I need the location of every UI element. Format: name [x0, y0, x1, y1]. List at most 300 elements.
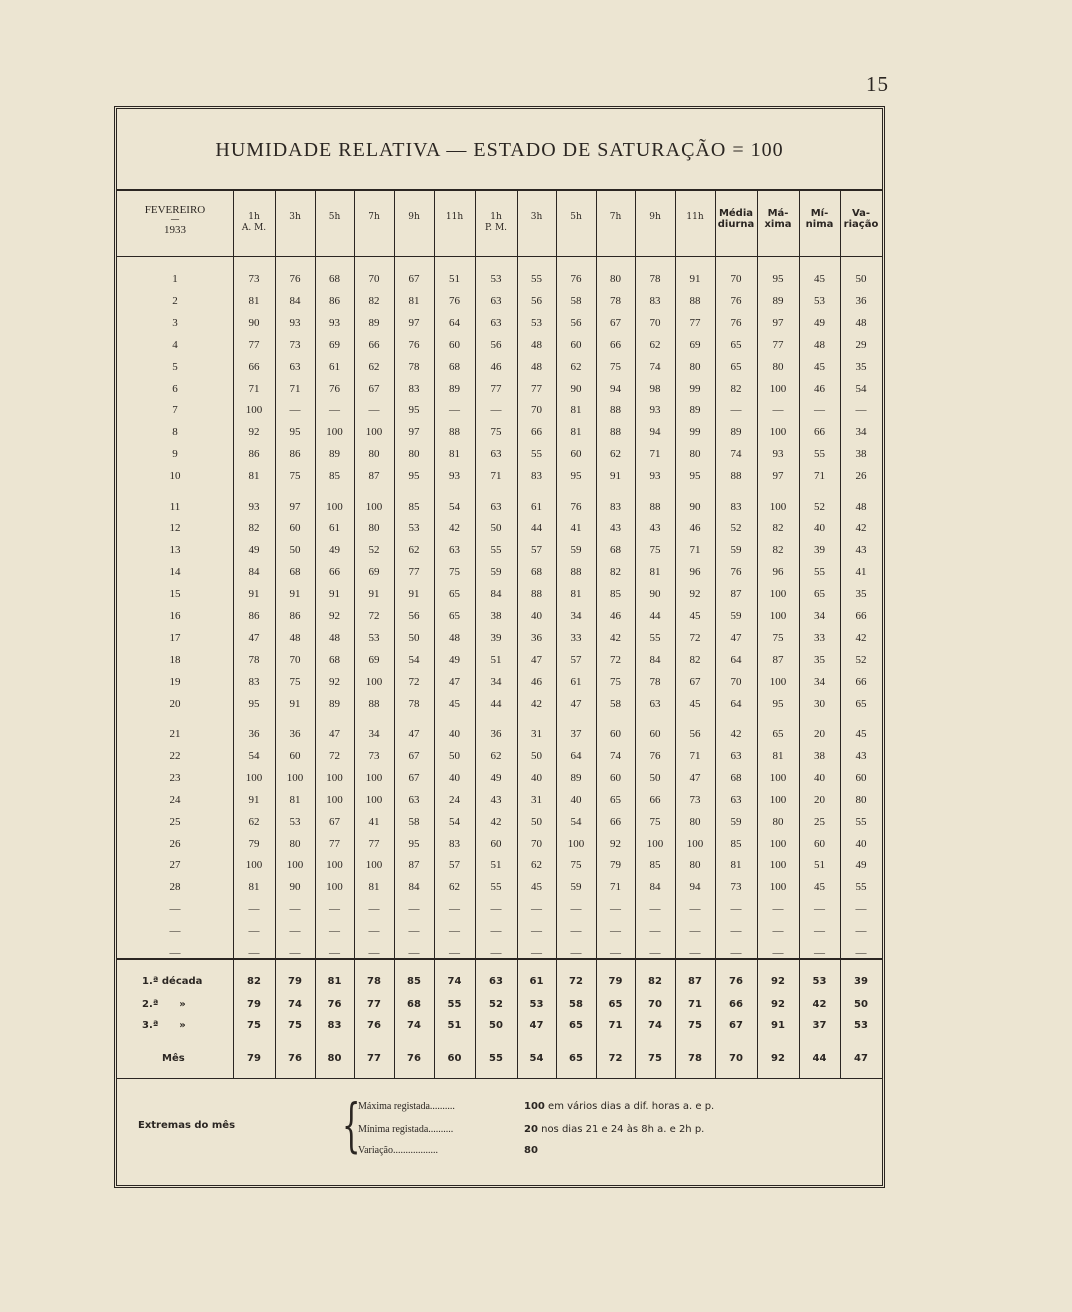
- table-cell: 66: [610, 815, 621, 828]
- summary-cell: 58: [569, 999, 583, 1010]
- day-label: 19: [169, 675, 181, 688]
- table-cell: 56: [490, 338, 502, 351]
- table-cell: 93: [329, 316, 340, 329]
- table-cell: 81: [570, 426, 582, 439]
- day-label: 25: [169, 815, 181, 828]
- table-cell: 64: [730, 653, 742, 666]
- table-cell: 74: [730, 448, 742, 461]
- table-cell: 97: [408, 426, 420, 439]
- day-label: 26: [169, 837, 181, 850]
- table-cell: 48: [814, 338, 825, 351]
- table-cell: —: [248, 925, 260, 938]
- table-cell: —: [531, 947, 542, 959]
- summary-cell: 87: [688, 976, 702, 987]
- table-cell: —: [490, 925, 502, 938]
- table-cell: 45: [814, 360, 825, 373]
- table-cell: —: [449, 903, 460, 916]
- table-cell: 76: [289, 273, 301, 285]
- column-header-top: 11h: [686, 212, 704, 222]
- table-cell: 59: [730, 815, 742, 828]
- table-cell: 34: [814, 675, 825, 688]
- table-cell: 50: [855, 273, 867, 285]
- table-cell: 100: [286, 771, 304, 784]
- table-cell: 43: [610, 522, 621, 535]
- table-cell: 100: [686, 837, 704, 850]
- summary-cell: 50: [854, 999, 868, 1010]
- table-cell: 100: [769, 793, 787, 806]
- table-cell: 29: [855, 338, 867, 351]
- table-cell: 65: [610, 793, 621, 806]
- table-cell: 78: [248, 653, 260, 666]
- table-cell: 48: [329, 631, 340, 644]
- table-cell: 69: [368, 653, 380, 666]
- summary-cell: 68: [407, 999, 421, 1010]
- table-cell: 91: [408, 588, 420, 601]
- table-cell: 41: [368, 815, 380, 828]
- table-cell: 77: [772, 338, 784, 351]
- column-header-16: [840, 208, 882, 230]
- table-cell: —: [649, 903, 661, 916]
- table-cell: 66: [814, 426, 825, 439]
- summary-cell: 70: [648, 999, 662, 1010]
- table-cell: 99: [689, 382, 701, 395]
- table-cell: 80: [289, 837, 301, 850]
- table-cell: 61: [329, 522, 340, 535]
- table-cell: 67: [610, 316, 621, 329]
- day-label: 2: [172, 294, 178, 307]
- column-header-6: [434, 212, 475, 223]
- table-cell: —: [570, 903, 582, 916]
- table-cell: 84: [490, 588, 502, 601]
- table-cell: 55: [855, 881, 867, 894]
- table-cell: 86: [289, 448, 301, 461]
- table-cell: 56: [570, 316, 582, 329]
- table-cell: 74: [610, 749, 621, 762]
- summary-cell: 82: [648, 976, 662, 987]
- table-cell: 62: [490, 749, 502, 762]
- table-cell: 65: [814, 588, 825, 601]
- table-cell: 71: [814, 470, 825, 483]
- table-cell: 33: [570, 631, 582, 644]
- table-cell: 36: [289, 728, 301, 740]
- table-cell: 53: [814, 294, 825, 307]
- day-label: 16: [169, 610, 181, 622]
- table-cell: 91: [368, 588, 380, 601]
- table-cell: —: [689, 903, 701, 916]
- table-cell: 40: [531, 610, 542, 622]
- table-cell: 86: [329, 294, 340, 307]
- table-cell: 65: [449, 588, 460, 601]
- table-cell: 70: [531, 404, 542, 417]
- day-label: 1: [172, 273, 178, 285]
- day-label: —: [169, 903, 181, 916]
- table-cell: 89: [772, 294, 784, 307]
- table-cell: 43: [490, 793, 502, 806]
- table-cell: 78: [649, 675, 661, 688]
- summary-cell: 42: [812, 999, 827, 1010]
- table-cell: —: [449, 925, 460, 938]
- table-cell: 100: [769, 837, 787, 850]
- summary-cell: 79: [608, 976, 623, 987]
- table-cell: 52: [855, 653, 867, 666]
- table-cell: 67: [408, 771, 420, 784]
- summary-cell: 92: [771, 976, 785, 987]
- table-cell: 46: [531, 675, 542, 688]
- table-cell: 100: [769, 426, 787, 439]
- table-cell: 76: [570, 500, 582, 513]
- table-cell: 58: [570, 294, 582, 307]
- table-cell: 53: [368, 631, 380, 644]
- table-cell: 80: [689, 448, 701, 461]
- table-cell: 48: [289, 631, 301, 644]
- summary-cell: 79: [247, 999, 261, 1010]
- table-cell: 80: [610, 273, 621, 285]
- table-cell: 38: [855, 448, 867, 461]
- table-cell: 64: [570, 749, 582, 762]
- table-cell: 84: [649, 653, 661, 666]
- extreme-label: Máxima registada..........: [358, 1101, 455, 1112]
- table-cell: 94: [649, 426, 661, 439]
- table-cell: 68: [329, 273, 340, 285]
- table-cell: 73: [730, 881, 742, 894]
- table-cell: 81: [248, 881, 260, 894]
- table-cell: 84: [248, 566, 260, 579]
- column-header-3: [315, 212, 354, 223]
- table-cell: 81: [408, 294, 420, 307]
- table-cell: 50: [531, 749, 542, 762]
- table-cell: 94: [610, 382, 621, 395]
- day-label: 28: [169, 881, 181, 894]
- table-cell: 62: [610, 448, 621, 461]
- extreme-label: Mínima registada..........: [358, 1124, 454, 1135]
- column-header-5: [394, 212, 434, 223]
- table-cell: 70: [730, 273, 742, 285]
- table-cell: 42: [490, 815, 502, 828]
- table-cell: 36: [531, 631, 542, 644]
- column-header-top: Va-: [851, 208, 871, 219]
- table-cell: 76: [570, 273, 582, 285]
- table-cell: 25: [814, 815, 825, 828]
- summary-cell: 60: [447, 1053, 462, 1064]
- table-cell: 49: [248, 544, 260, 557]
- summary-cell: 72: [608, 1053, 623, 1064]
- table-cell: 89: [449, 382, 460, 395]
- table-cell: —: [449, 404, 460, 417]
- table-cell: 78: [408, 697, 420, 710]
- table-cell: 68: [610, 544, 621, 557]
- table-cell: 63: [289, 360, 301, 373]
- table-cell: 60: [570, 448, 582, 461]
- table-cell: 82: [689, 653, 701, 666]
- table-cell: 54: [855, 382, 867, 395]
- summary-cell: 65: [569, 1020, 583, 1031]
- table-cell: 49: [490, 771, 502, 784]
- table-cell: 82: [248, 522, 260, 535]
- table-cell: 52: [368, 544, 380, 557]
- table-cell: 78: [408, 360, 420, 373]
- table-cell: 100: [769, 382, 787, 395]
- table-cell: 53: [490, 273, 502, 285]
- extremes-brace: {: [342, 1091, 361, 1159]
- table-cell: 45: [531, 881, 542, 894]
- table-cell: 100: [245, 404, 263, 417]
- table-cell: 100: [769, 588, 787, 601]
- table-cell: 100: [769, 859, 787, 872]
- table-cell: 79: [610, 859, 621, 872]
- table-cell: 52: [814, 500, 825, 513]
- table-cell: 100: [326, 500, 343, 513]
- table-cell: —: [730, 925, 742, 938]
- table-cell: 95: [289, 426, 301, 439]
- table-cell: 42: [855, 631, 867, 644]
- table-cell: 67: [689, 675, 701, 688]
- table-cell: 55: [490, 544, 502, 557]
- table-cell: 43: [649, 522, 661, 535]
- table-cell: 60: [855, 771, 867, 784]
- table-cell: 81: [248, 470, 260, 483]
- table-cell: 88: [610, 426, 621, 439]
- table-cell: 87: [730, 588, 742, 601]
- table-cell: 100: [567, 837, 585, 850]
- table-cell: 42: [610, 631, 621, 644]
- day-label: 13: [169, 544, 181, 557]
- table-cell: 89: [570, 771, 582, 784]
- table-cell: 73: [289, 338, 301, 351]
- table-cell: 88: [689, 294, 701, 307]
- table-cell: 54: [449, 500, 460, 513]
- table-cell: 78: [649, 273, 661, 285]
- table-cell: 71: [689, 544, 701, 557]
- table-cell: 71: [248, 382, 260, 395]
- table-cell: 66: [610, 338, 621, 351]
- humidity-table: [117, 109, 882, 1185]
- table-cell: 20: [814, 728, 825, 740]
- summary-cell: 78: [688, 1053, 702, 1064]
- day-label: 3: [172, 316, 178, 329]
- summary-cell: 65: [569, 1053, 583, 1064]
- table-cell: —: [329, 903, 340, 916]
- table-cell: 33: [814, 631, 825, 644]
- summary-label: 2.ª »: [142, 999, 186, 1010]
- day-label: 11: [169, 500, 181, 513]
- table-cell: 31: [531, 793, 542, 806]
- table-cell: 50: [449, 749, 460, 762]
- table-cell: 80: [772, 815, 784, 828]
- table-cell: 55: [490, 881, 502, 894]
- day-label: 24: [169, 793, 181, 806]
- table-cell: 88: [570, 566, 582, 579]
- table-cell: 51: [449, 273, 460, 285]
- summary-cell: 81: [327, 976, 342, 987]
- table-cell: 81: [730, 859, 742, 872]
- column-header-top: 5h: [570, 212, 582, 222]
- table-cell: 73: [689, 793, 701, 806]
- table-cell: 83: [449, 837, 460, 850]
- column-header-top: Mí-: [810, 208, 829, 219]
- summary-cell: 76: [327, 999, 342, 1010]
- table-cell: 72: [610, 653, 621, 666]
- summary-cell: 71: [608, 1020, 623, 1031]
- table-cell: —: [408, 903, 420, 916]
- table-cell: 53: [531, 316, 542, 329]
- table-cell: 66: [531, 426, 542, 439]
- table-cell: 69: [329, 338, 340, 351]
- table-cell: 72: [408, 675, 420, 688]
- table-cell: 31: [531, 728, 542, 740]
- table-cell: —: [289, 947, 301, 959]
- table-cell: 83: [649, 294, 661, 307]
- table-cell: —: [368, 404, 380, 417]
- table-cell: 56: [408, 610, 420, 622]
- table-cell: 48: [531, 360, 542, 373]
- table-cell: —: [649, 925, 661, 938]
- table-cell: 65: [730, 338, 742, 351]
- table-cell: 30: [814, 697, 825, 710]
- table-cell: 99: [689, 426, 701, 439]
- table-cell: 88: [610, 404, 621, 417]
- table-cell: 38: [814, 749, 825, 762]
- table-cell: 63: [490, 448, 502, 461]
- table-cell: 49: [449, 653, 460, 666]
- table-cell: —: [408, 925, 420, 938]
- table-cell: 60: [610, 771, 621, 784]
- table-cell: 91: [329, 588, 340, 601]
- table-cell: 55: [649, 631, 661, 644]
- table-cell: 91: [689, 273, 701, 285]
- summary-cell: 75: [648, 1053, 662, 1064]
- column-header-10: [596, 212, 635, 223]
- column-header-bottom: A. M.: [241, 223, 267, 233]
- table-cell: 100: [365, 426, 383, 439]
- extreme-value: [524, 1145, 538, 1156]
- table-cell: 87: [408, 859, 420, 872]
- summary-cell: 63: [489, 976, 503, 987]
- table-cell: 47: [408, 728, 420, 740]
- table-cell: 95: [408, 404, 420, 417]
- table-cell: 76: [408, 338, 420, 351]
- table-cell: 95: [689, 470, 701, 483]
- table-cell: 90: [689, 500, 701, 513]
- table-cell: 82: [772, 544, 784, 557]
- extreme-number: 100: [524, 1101, 545, 1112]
- table-cell: 73: [368, 749, 380, 762]
- summary-cell: 70: [729, 1053, 743, 1064]
- table-cell: 35: [855, 360, 867, 373]
- table-cell: 95: [408, 470, 420, 483]
- table-cell: 45: [449, 697, 460, 710]
- table-cell: 81: [570, 588, 582, 601]
- column-header-4: [354, 212, 394, 223]
- table-cell: 89: [329, 448, 340, 461]
- day-label: 18: [169, 653, 181, 666]
- table-cell: 82: [730, 382, 742, 395]
- table-cell: 63: [730, 749, 742, 762]
- table-cell: 40: [814, 771, 825, 784]
- column-header-top: 11h: [445, 212, 464, 222]
- summary-cell: 71: [688, 999, 702, 1010]
- summary-cell: 51: [447, 1020, 462, 1031]
- table-cell: 100: [365, 675, 383, 688]
- table-cell: 88: [730, 470, 742, 483]
- table-cell: 70: [531, 837, 542, 850]
- table-cell: 100: [326, 771, 343, 784]
- table-cell: 86: [248, 610, 260, 622]
- table-cell: 84: [408, 881, 420, 894]
- table-cell: 36: [855, 294, 867, 307]
- table-cell: 35: [855, 588, 867, 601]
- table-cell: —: [814, 404, 825, 417]
- table-cell: 100: [326, 859, 343, 872]
- table-cell: 62: [408, 544, 420, 557]
- table-cell: 76: [649, 749, 661, 762]
- header-bottom-rule: [117, 256, 882, 257]
- day-label: 10: [169, 470, 181, 483]
- table-cell: 90: [248, 316, 260, 329]
- table-cell: 91: [289, 588, 301, 601]
- table-cell: 92: [248, 426, 260, 439]
- table-cell: 47: [531, 653, 542, 666]
- table-cell: 63: [490, 316, 502, 329]
- table-cell: 83: [408, 382, 420, 395]
- day-label: 20: [169, 697, 181, 710]
- table-cell: 72: [368, 610, 380, 622]
- table-cell: 81: [570, 404, 582, 417]
- table-cell: 84: [289, 294, 301, 307]
- table-cell: 48: [449, 631, 460, 644]
- table-cell: 49: [855, 859, 867, 872]
- table-cell: 88: [368, 697, 380, 710]
- table-cell: 96: [772, 566, 784, 579]
- table-cell: 50: [408, 631, 420, 644]
- table-cell: —: [814, 947, 825, 959]
- table-cell: 92: [329, 675, 340, 688]
- summary-label: 1.ª década: [142, 976, 203, 987]
- extremes-title: Extremas do mês: [138, 1120, 236, 1131]
- table-cell: 42: [855, 522, 867, 535]
- table-cell: —: [855, 404, 867, 417]
- table-cell: 24: [449, 793, 460, 806]
- table-cell: 57: [531, 544, 542, 557]
- summary-cell: 83: [327, 1020, 342, 1031]
- summary-cell: 80: [327, 1053, 342, 1064]
- table-cell: 89: [368, 316, 380, 329]
- table-cell: 91: [248, 793, 260, 806]
- table-cell: 75: [490, 426, 502, 439]
- table-cell: 90: [649, 588, 661, 601]
- table-cell: 46: [814, 382, 825, 395]
- table-cell: 54: [248, 749, 260, 762]
- table-cell: 81: [649, 566, 661, 579]
- table-cell: 83: [730, 500, 742, 513]
- table-cell: —: [772, 947, 784, 959]
- extreme-value: [524, 1101, 714, 1112]
- column-header-11: [635, 212, 675, 223]
- table-cell: 53: [408, 522, 420, 535]
- day-label: 17: [169, 631, 181, 644]
- table-cell: 50: [289, 544, 301, 557]
- table-cell: 85: [649, 859, 661, 872]
- table-cell: 65: [772, 728, 784, 740]
- table-cell: 84: [649, 881, 661, 894]
- table-cell: 80: [408, 448, 420, 461]
- table-cell: 44: [649, 610, 661, 622]
- table-cell: —: [248, 947, 260, 959]
- table-cell: 95: [570, 470, 582, 483]
- table-cell: 67: [368, 382, 380, 395]
- table-cell: —: [610, 947, 621, 959]
- day-label: 14: [169, 566, 181, 579]
- column-header-12: [675, 212, 715, 223]
